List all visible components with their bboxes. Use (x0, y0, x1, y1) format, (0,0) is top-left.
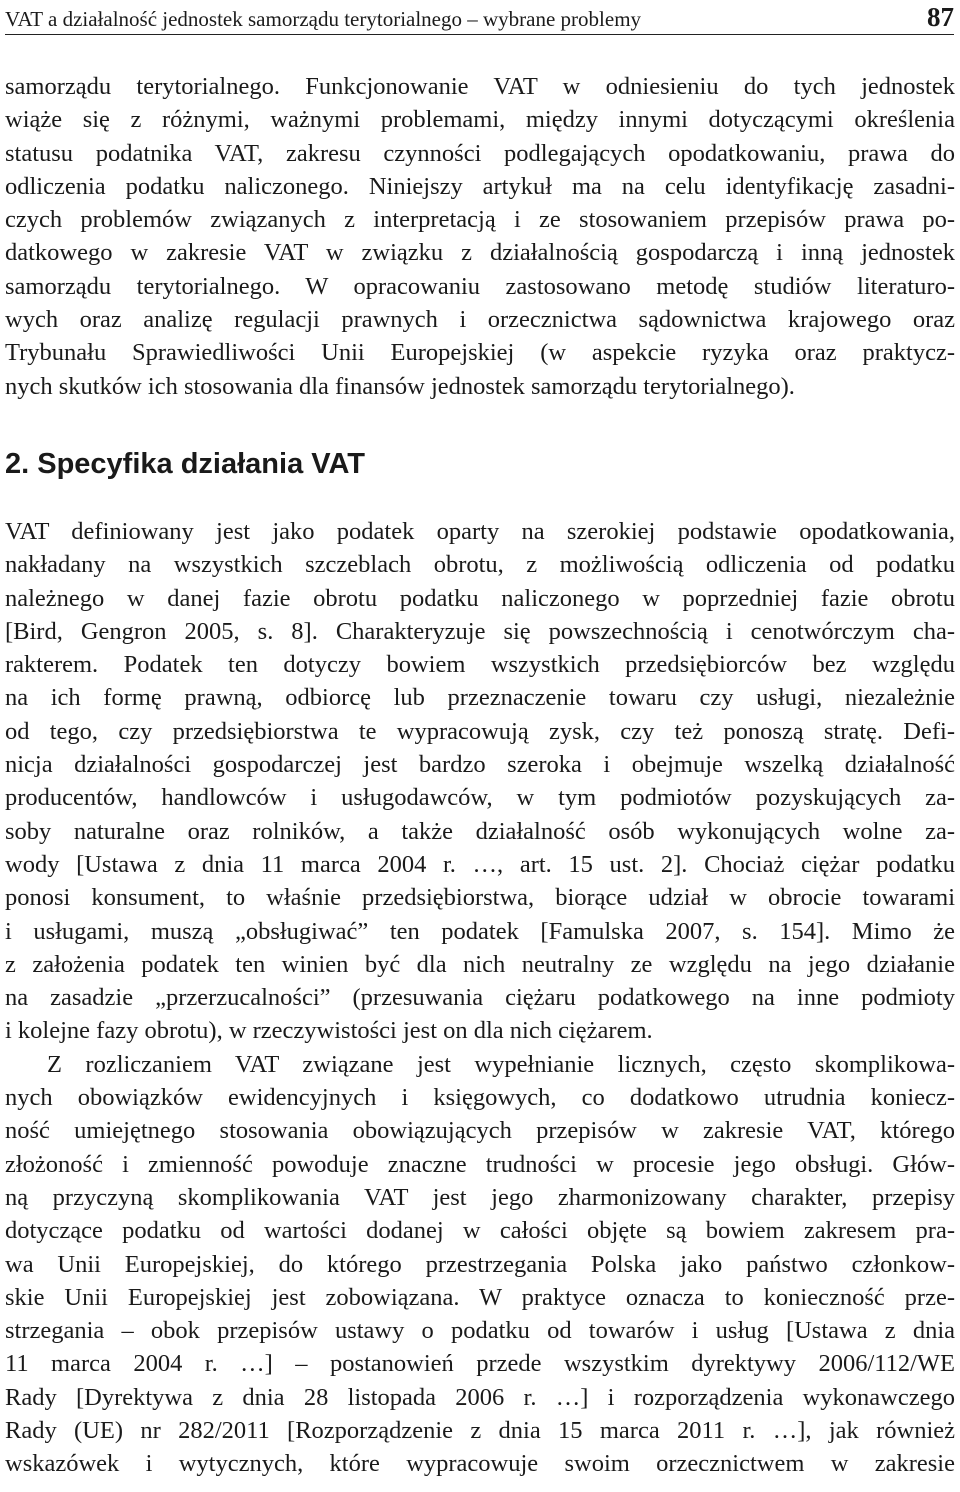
text-line: i kolejne fazy obrotu), w rzeczywistości jest on dla nich ciężarem. (5, 1017, 653, 1045)
paragraph-2 (5, 1048, 955, 1481)
text-line: z założenia podatek ten winien być dla nich neutralny ze względu na jego działanie (5, 950, 955, 978)
text-line: datkowego w zakresie VAT w związku z działalnością gospodarczą i inną jednostek (5, 239, 955, 267)
text-line: wskazówek i wytycznych, które wypracowuje swoim orzecznictwem w zakresie (5, 1450, 955, 1478)
text-line: Rady (UE) nr 282/2011 [Rozporządzenie z dnia 15 marca 2011 r. …], jak również (5, 1417, 955, 1445)
text-line: [Bird, Gengron 2005, s. 8]. Charakteryzuje się powszechnością i cenotwórczym cha- (5, 617, 955, 645)
text-line: i usługami, muszą „obsługiwać” ten podatek [Famulska 2007, s. 154]. Mimo że (5, 917, 955, 945)
text-line: dotyczące podatku od wartości dodanej w całości objęte są bowiem zakresem pra- (5, 1217, 955, 1245)
text-line: skie Unii Europejskiej jest zobowiązana. W praktyce oznacza to konieczność prze- (5, 1283, 955, 1311)
page-number: 87 (927, 2, 954, 32)
text-line: samorządu terytorialnego. Funkcjonowanie VAT w odniesieniu do tych jednostek (5, 73, 955, 100)
text-line: Rady [Dyrektywa z dnia 28 listopada 2006 r. …] i rozporządzenia wykonawczego (5, 1383, 955, 1411)
text-line: wiąże się z różnymi, ważnymi problemami, między innymi dotyczącymi określenia (5, 106, 955, 134)
text-line: ność umiejętnego stosowania obowiązujących przepisów w zakresie VAT, którego (5, 1117, 955, 1145)
text-line: ponosi konsument, to właśnie przedsiębiorstwa, biorące udział w obrocie towarami (5, 884, 955, 912)
text-line: soby naturalne oraz rolników, a także działalność osób wykonujących wolne za- (5, 817, 955, 845)
text-line: 11 marca 2004 r. …] – postanowień przede wszystkim dyrektywy 2006/112/WE (5, 1350, 955, 1378)
text-line: VAT definiowany jest jako podatek oparty na szerokiej podstawie opodatkowania, (5, 518, 955, 545)
text-line: złożoność i zmienność powoduje znaczne trudności w procesie jego obsługi. Głów- (5, 1150, 955, 1178)
text-line: na zasadzie „przerzucalności” (przesuwania ciężaru podatkowego na inne podmioty (5, 984, 955, 1012)
running-title: VAT a działalność jednostek samorządu terytorialnego – wybrane problemy (5, 7, 642, 31)
text-line: Trybunału Sprawiedliwości Unii Europejskiej (w aspekcie ryzyka oraz praktycz- (5, 339, 955, 367)
text-line: wa Unii Europejskiej, do którego przestrzegania Polska jako państwo członkow- (5, 1250, 955, 1278)
paragraph-1 (5, 515, 955, 1048)
section-heading: 2. Specyfika działania VAT (5, 448, 365, 480)
text-line: odliczenia podatku naliczonego. Niniejszy artykuł ma na celu identyfikację zasadni- (5, 172, 955, 200)
running-header (5, 2, 954, 35)
text-line: nych obowiązków ewidencyjnych i księgowych, co dodatkowo utrudnia koniecz- (5, 1084, 955, 1112)
text-line: samorządu terytorialnego. W opracowaniu zastosowano metodę studiów literaturo- (5, 272, 955, 300)
text-line: wych oraz analizę regulacji prawnych i orzecznictwa sądownictwa krajowego oraz (5, 306, 955, 334)
text-line: czych problemów związanych z interpretacją i ze stosowaniem przepisów prawa po- (5, 206, 955, 234)
text-line: strzegania – obok przepisów ustawy o podatku od towarów i usług [Ustawa z dnia (5, 1317, 955, 1345)
text-line: wody [Ustawa z dnia 11 marca 2004 r. …, art. 15 ust. 2]. Chociaż ciężar podatku (5, 850, 955, 878)
continued-paragraph (5, 70, 955, 403)
text-line: na ich formę prawną, odbiorcę lub przeznaczenie towaru czy usługi, niezależnie (5, 684, 955, 712)
text-line: ną przyczyną skomplikowania VAT jest jego zharmonizowany charakter, przepisy (5, 1183, 955, 1211)
text-line: nakładany na wszystkich szczeblach obrotu, z możliwością odliczenia od podatku (5, 551, 955, 579)
text-line: nicja działalności gospodarczej jest bardzo szeroka i obejmuje wszelką działalność (5, 751, 955, 779)
text-line: producentów, handlowców i usługodawców, w tym podmiotów pozyskujących za- (5, 784, 955, 812)
text-line: rakterem. Podatek ten dotyczy bowiem wszystkich przedsiębiorców bez względu (5, 651, 955, 679)
text-line: Z rozliczaniem VAT związane jest wypełnianie licznych, często skomplikowa- (47, 1050, 955, 1078)
text-line: statusu podatnika VAT, zakresu czynności podlegających opodatkowaniu, prawa do (5, 139, 955, 167)
text-line: nych skutków ich stosowania dla finansów jednostek samorządu terytorialnego). (5, 372, 795, 400)
text-line: od tego, czy przedsiębiorstwa te wypracowują zysk, czy też ponoszą stratę. Defi- (5, 717, 955, 745)
section-body (5, 515, 955, 1481)
text-line: należnego w danej fazie obrotu podatku naliczonego w poprzedniej fazie obrotu (5, 584, 955, 612)
